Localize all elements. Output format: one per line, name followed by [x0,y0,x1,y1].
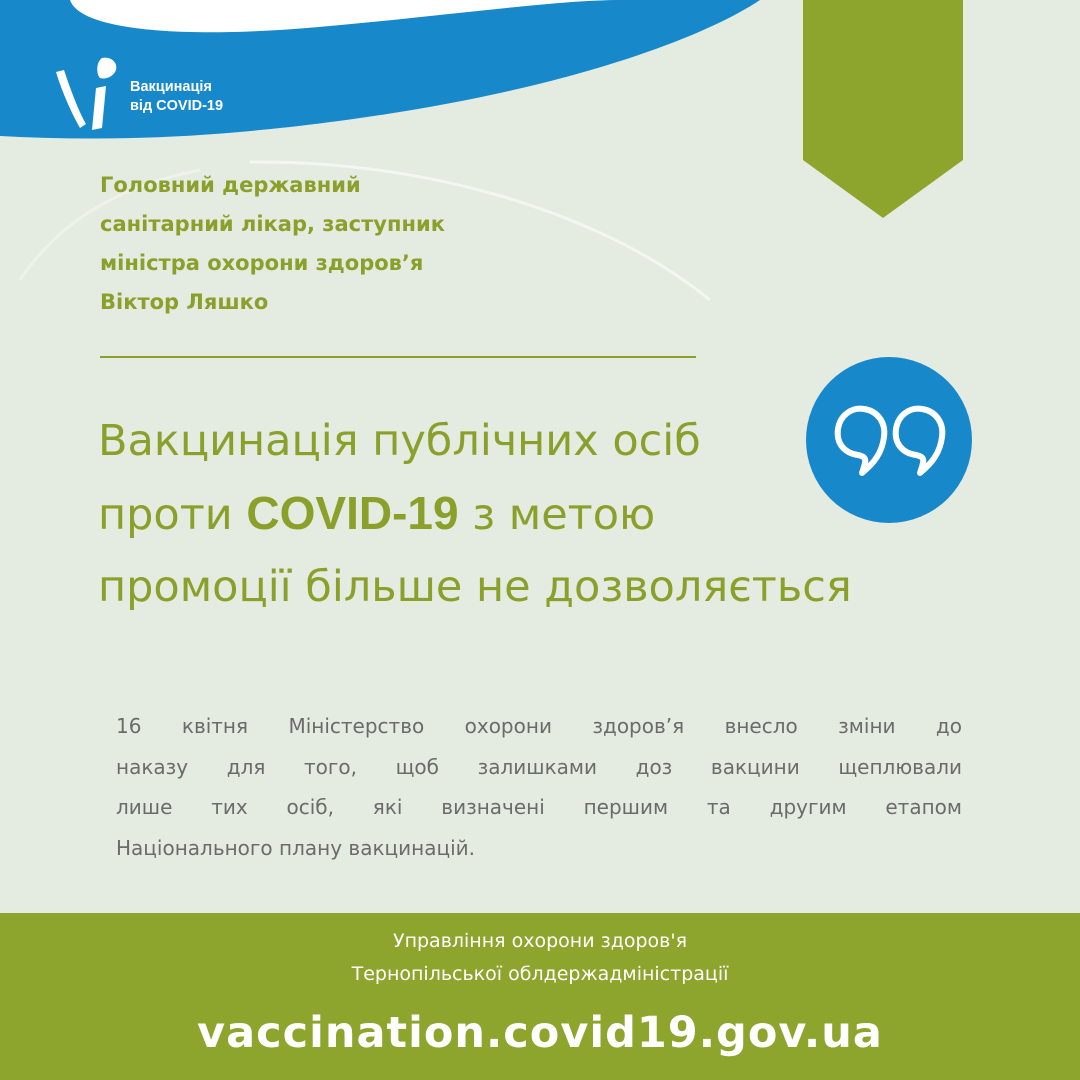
author-name: Віктор Ляшко [100,290,269,314]
headline-line-2-pre: проти [98,490,247,540]
headline-covid-label: COVID-19 [246,487,459,539]
author-line-3: міністра охорони здоров’я [100,251,424,275]
body-paragraph [116,706,962,868]
body-line-1: 16 квітня Міністерство охорони здоров’я внесло зміни до [116,714,962,738]
author-line-1: Головний державний [100,173,361,197]
quote-headline [98,405,998,623]
body-line-3: лише тих осіб, які визначені першим та другим етапом [116,795,962,819]
footer-bar [0,913,1080,1080]
footer-website-link[interactable]: vaccination.covid19.gov.ua [197,1008,883,1058]
headline-line-2-post: з метою [458,490,656,540]
vaccination-logo-icon [54,54,124,134]
footer-org-line-1: Управління охорони здоров'я [392,930,688,952]
bookmark-ribbon [803,0,963,218]
body-line-4: Національного плану вакцинацій. [116,835,475,860]
headline-line-3: промоції більше не дозволяється [98,562,852,612]
vaccination-logo [54,54,254,144]
logo-line-1: Вакцинація [130,79,212,95]
logo-text [130,78,223,116]
author-line-2: санітарний лікар, заступник [100,212,445,236]
headline-line-2 [98,477,998,551]
author-attribution [100,166,620,322]
logo-line-2: від COVID-19 [130,98,224,114]
footer-org-line-2: Тернопільської облдержадміністрації [351,963,729,985]
body-line-2: наказу для того, щоб залишками доз вакцини щеплювали [116,754,962,779]
headline-line-1: Вакцинація публічних осіб [98,416,701,466]
divider-line [100,356,696,358]
footer-organization [0,925,1080,991]
